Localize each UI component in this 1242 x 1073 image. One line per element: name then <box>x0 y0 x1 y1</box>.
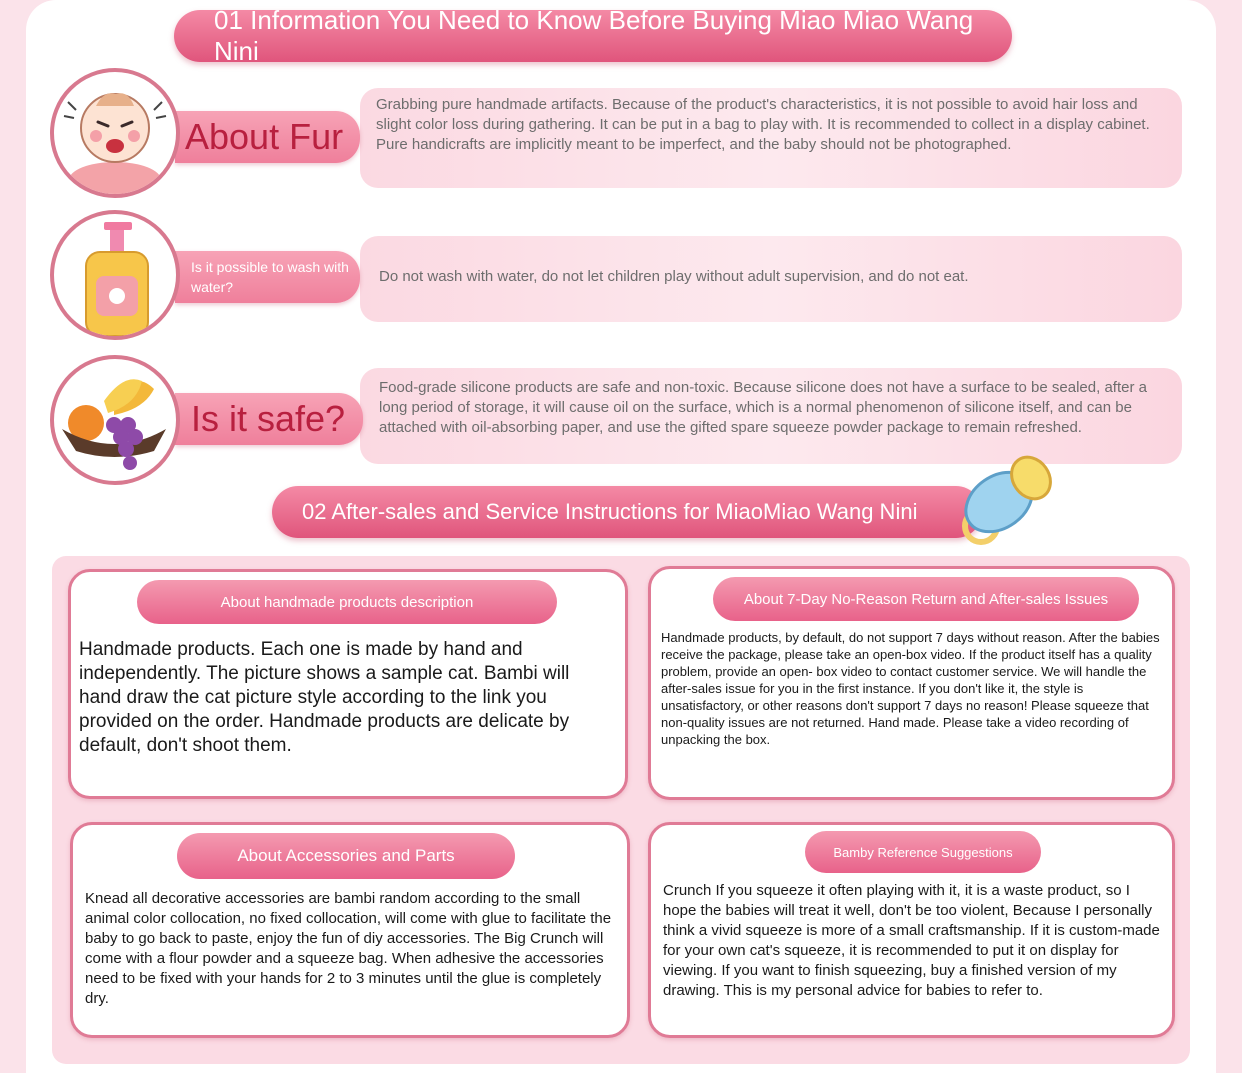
card-accessories <box>70 822 630 1038</box>
section2-banner: 02 After-sales and Service Instructions for MiaoMiao Wang Nini <box>272 486 982 538</box>
card-accessories-text: Knead all decorative accessories are bambi random according to the small animal color collocation, no fixed collocation, will come with glue to facilitate the baby to go back to paste, enjoy the fun of diy accessories. The Big Crunch will come with a flour powder and a squeeze bag. When adhesive the accessories need to be fixed with your hands for 2 to 3 minutes until the glue is completely dry. <box>85 890 612 1007</box>
row-safe-text: Food-grade silicone products are safe and non-toxic. Because silicone does not have a surface to be sealed, after a long period of storage, it will cause oil on the surface, which is a normal phenomenon of silicone itself, and can be attached with oil-absorbing paper, and use the gifted spare squeeze powder package to remain refreshed. <box>379 379 1147 436</box>
tag-about-fur-label: About Fur <box>185 116 344 157</box>
tag-wash-label: Is it possible to wash with water? <box>191 259 349 295</box>
tag-wash <box>175 251 360 303</box>
row-wash-text: Do not wash with water, do not let children play without adult supervision, and do not eat. <box>379 268 969 285</box>
section1-banner: 01 Information You Need to Know Before Buying Miao Miao Wang Nini <box>174 10 1012 62</box>
lotion-bottle-icon <box>50 210 180 340</box>
card-reference <box>648 822 1175 1038</box>
card-reference-text: Crunch If you squeeze it often playing with it, it is a waste product, so I hope the babies will treat it well, don't be too violent, Because I personally think a vivid squeeze is more of a small craftsmanship. If it is custom-made for your own cat's squeeze, it is recommended to put it on display for viewing. If you want to finish squeezing, buy a finished version of my drawing. This is my personal advice for babies to refer to. <box>663 882 1160 999</box>
tag-about-fur <box>175 111 360 163</box>
card-return-text: Handmade products, by default, do not support 7 days without reason. After the babies receive the package, please take an open-box video. If the product itself has a quality problem, provide an open- box video to contact customer service. We will handle the after-sales issue for you in the first instance. If you don't like it, the style is unsatisfactory, or other reasons don't support 7 days no reason! Please squeeze that non-quality issues are not returned. Hand made. Please take a video recording of unpacking the box. <box>661 630 1160 747</box>
fruit-basket-icon <box>50 355 180 485</box>
pacifier-icon <box>955 450 1059 550</box>
card-reference-title: Bamby Reference Suggestions <box>805 831 1041 873</box>
tag-safe <box>175 393 363 445</box>
card-handmade-title: About handmade products description <box>137 580 557 624</box>
crying-baby-icon <box>50 68 180 198</box>
card-return <box>648 566 1175 800</box>
card-return-title: About 7-Day No-Reason Return and After-sales Issues <box>713 577 1139 621</box>
card-handmade <box>68 569 628 799</box>
tag-safe-label: Is it safe? <box>191 398 346 439</box>
card-accessories-title: About Accessories and Parts <box>177 833 515 879</box>
card-handmade-text: Handmade products. Each one is made by hand and independently. The picture shows a sample cat. Bambi will hand draw the cat picture style according to the link you provided on the order. Handmade products are delicate by default, don't shoot them. <box>79 639 570 756</box>
row-fur-text: Grabbing pure handmade artifacts. Because of the product's characteristics, it is not possible to avoid hair loss and slight color loss during gathering. It can be put in a bag to play with. It is recommended to collect in a display cabinet. Pure handicrafts are implicitly meant to be imperfect, and the baby should not be photographed. <box>376 96 1150 153</box>
